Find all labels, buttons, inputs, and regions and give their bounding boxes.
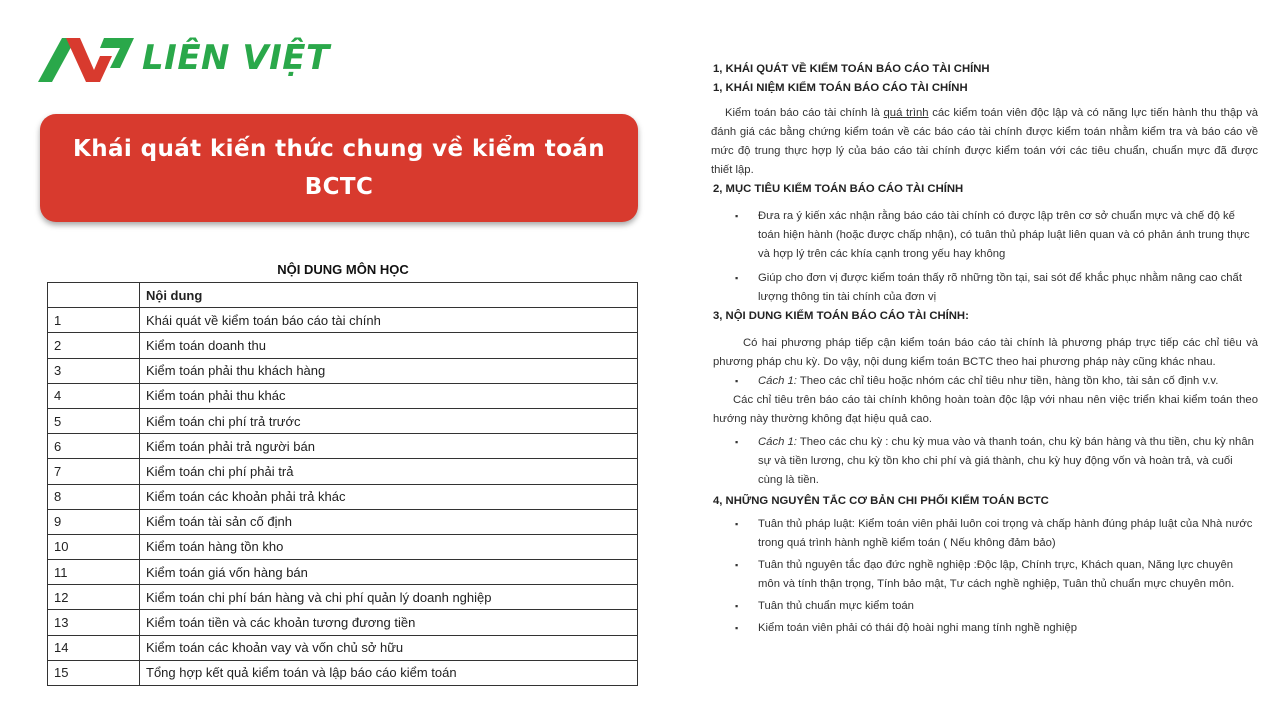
heading-4: 4, NHỮNG NGUYÊN TẮC CƠ BẢN CHI PHỐI KIỂM TOÁN BCTC — [713, 495, 1049, 507]
method-label: Cách 1: — [758, 436, 797, 448]
row-index-cell: 2 — [48, 333, 140, 358]
row-index-cell: 8 — [48, 484, 140, 509]
paragraph-note: Các chỉ tiêu trên báo cáo tài chính không hoàn toàn độc lập với nhau nên việc triển khai kiểm toán theo hướng này thường không đạt hiệu quả cao. — [713, 394, 1258, 425]
method-text: Theo các chỉ tiêu hoặc nhóm các chỉ tiêu như tiền, hàng tồn kho, tài sản cố định v.v. — [796, 375, 1219, 387]
row-content-cell: Kiểm toán các khoản phải trả khác — [140, 484, 638, 509]
row-content-cell: Kiểm toán phải trả người bán — [140, 434, 638, 459]
table-row — [48, 459, 638, 484]
table-row — [48, 333, 638, 358]
lien-viet-logo-icon — [36, 30, 136, 86]
document-page — [713, 60, 1258, 638]
row-content-cell: Kiểm toán tiền và các khoản tương đương tiền — [140, 610, 638, 635]
table-row — [48, 660, 638, 685]
method-label: Cách 1: — [758, 375, 797, 387]
table-row — [48, 308, 638, 333]
row-index-cell: 9 — [48, 509, 140, 534]
row-content-cell: Kiểm toán chi phí trả trước — [140, 408, 638, 433]
row-index-cell: 13 — [48, 610, 140, 635]
row-index-cell: 10 — [48, 534, 140, 559]
paragraph-definition — [711, 104, 1258, 180]
row-content-cell: Kiểm toán giá vốn hàng bán — [140, 560, 638, 585]
table-row — [48, 534, 638, 559]
heading-3: 3, NỘI DUNG KIỂM TOÁN BÁO CÁO TÀI CHÍNH: — [713, 310, 969, 322]
paragraph-approaches: Có hai phương pháp tiếp cận kiểm toán báo cáo tài chính là phương pháp trực tiếp các chỉ tiêu và phương pháp chu kỳ. Do vậy, nội dung kiểm toán BCTC theo hai phương pháp này cũng khác nhau. — [713, 337, 1258, 368]
table-row — [48, 509, 638, 534]
heading-2: 2, MỤC TIÊU KIỂM TOÁN BÁO CÁO TÀI CHÍNH — [713, 183, 964, 195]
row-content-cell: Kiểm toán hàng tồn kho — [140, 534, 638, 559]
syllabus-table — [47, 282, 638, 686]
list-item: ▪ Tuân thủ pháp luật: Kiểm toán viên phải luôn coi trọng và chấp hành đúng pháp luật của Nhà nước trong quá trình hành nghề kiểm toán ( Nếu không đảm bảo) — [713, 515, 1258, 553]
row-content-cell: Kiểm toán phải thu khách hàng — [140, 358, 638, 383]
table-row — [48, 585, 638, 610]
brand-name: LIÊN VIỆT — [142, 38, 330, 78]
row-index-cell: 15 — [48, 660, 140, 685]
table-row — [48, 408, 638, 433]
table-row — [48, 358, 638, 383]
row-index-cell: 7 — [48, 459, 140, 484]
row-index-cell: 3 — [48, 358, 140, 383]
list-item: ▪ Đưa ra ý kiến xác nhận rằng báo cáo tài chính có được lập trên cơ sở chuẩn mực và chế độ kế toán hiện hành (hoặc được chấp nhận), có tuân thủ pháp luật liên quan và có phản ánh trung thực và hợp lý trên các khía cạnh trong yếu hay không — [713, 207, 1258, 264]
row-content-cell: Kiểm toán chi phí bán hàng và chi phí quản lý doanh nghiệp — [140, 585, 638, 610]
table-header-row — [48, 283, 638, 308]
list-item — [713, 433, 1258, 490]
row-content-cell: Kiểm toán chi phí phải trả — [140, 459, 638, 484]
list-item: ▪ Giúp cho đơn vị được kiểm toán thấy rõ những tồn tại, sai sót để khắc phục nhằm nâng cao chất lượng thông tin tài chính của đơn vị — [713, 269, 1258, 307]
row-index-cell: 5 — [48, 408, 140, 433]
row-index-cell: 14 — [48, 635, 140, 660]
row-content-cell: Kiểm toán các khoản vay và vốn chủ sở hữu — [140, 635, 638, 660]
row-index-cell: 12 — [48, 585, 140, 610]
row-index-cell: 6 — [48, 434, 140, 459]
heading-1: 1, KHÁI QUÁT VỀ KIỂM TOÁN BÁO CÁO TÀI CHÍNH — [713, 63, 990, 75]
method-text: Theo các chu kỳ : chu kỳ mua vào và thanh toán, chu kỳ bán hàng và thu tiền, chu kỳ nhân sự và tiền lương, chu kỳ tồn kho chi phí và giá thành, chu kỳ huy động vốn và hoàn trả, và cuối cùng là tiền. — [758, 436, 1254, 486]
table-title: NỘI DUNG MÔN HỌC — [277, 262, 409, 277]
banner-title-line-2: BCTC — [304, 174, 374, 200]
banner-title-line-1: Khái quát kiến thức chung về kiểm toán — [73, 136, 605, 162]
row-content-cell: Kiểm toán tài sản cố định — [140, 509, 638, 534]
table-row — [48, 635, 638, 660]
table-row — [48, 484, 638, 509]
row-index-cell: 11 — [48, 560, 140, 585]
header-cell-content: Nội dung — [140, 283, 638, 308]
paragraph-text: các kiểm toán viên độc lập và có năng lực tiến hành thu thập và đánh giá các bằng chứng kiểm toán về các báo cáo tài chính được kiểm toán nhằm kiểm tra và báo cáo về mức độ trung thực hợp lý của báo cáo tài chính được kiểm toán với các tiêu chuẩn, chuẩn mực đã được thiết lập. — [711, 107, 1258, 176]
bullet-list-method-1 — [713, 372, 1258, 391]
title-banner — [40, 114, 638, 222]
row-content-cell: Kiểm toán doanh thu — [140, 333, 638, 358]
list-item — [713, 372, 1258, 391]
row-content-cell: Tổng hợp kết quả kiểm toán và lập báo cáo kiểm toán — [140, 660, 638, 685]
row-content-cell: Khái quát về kiểm toán báo cáo tài chính — [140, 308, 638, 333]
brand-logo — [36, 30, 330, 86]
row-index-cell: 1 — [48, 308, 140, 333]
table-row — [48, 383, 638, 408]
table-row — [48, 560, 638, 585]
quoted-term-link: quá trình — [883, 107, 929, 119]
list-item: ▪ Tuân thủ nguyên tắc đạo đức nghề nghiệp :Độc lập, Chính trực, Khách quan, Năng lực chuyên môn và tính thận trọng, Tính bảo mật, Tư cách nghề nghiệp, Tuân thủ chuẩn mực chuyên môn. — [713, 556, 1258, 594]
list-item: ▪ Tuân thủ chuẩn mực kiểm toán — [713, 597, 1258, 616]
table-row — [48, 610, 638, 635]
heading-1-1: 1, KHÁI NIỆM KIỂM TOÁN BÁO CÁO TÀI CHÍNH — [713, 82, 968, 94]
bullet-list-method-2 — [713, 433, 1258, 490]
list-item: ▪ Kiểm toán viên phải có thái độ hoài nghi mang tính nghề nghiệp — [713, 619, 1258, 638]
row-index-cell: 4 — [48, 383, 140, 408]
bullet-list-objectives — [713, 207, 1258, 307]
bullet-list-principles — [713, 515, 1258, 638]
table-row — [48, 434, 638, 459]
header-cell-index — [48, 283, 140, 308]
paragraph-text: Kiểm toán báo cáo tài chính là — [725, 107, 884, 119]
row-content-cell: Kiểm toán phải thu khác — [140, 383, 638, 408]
